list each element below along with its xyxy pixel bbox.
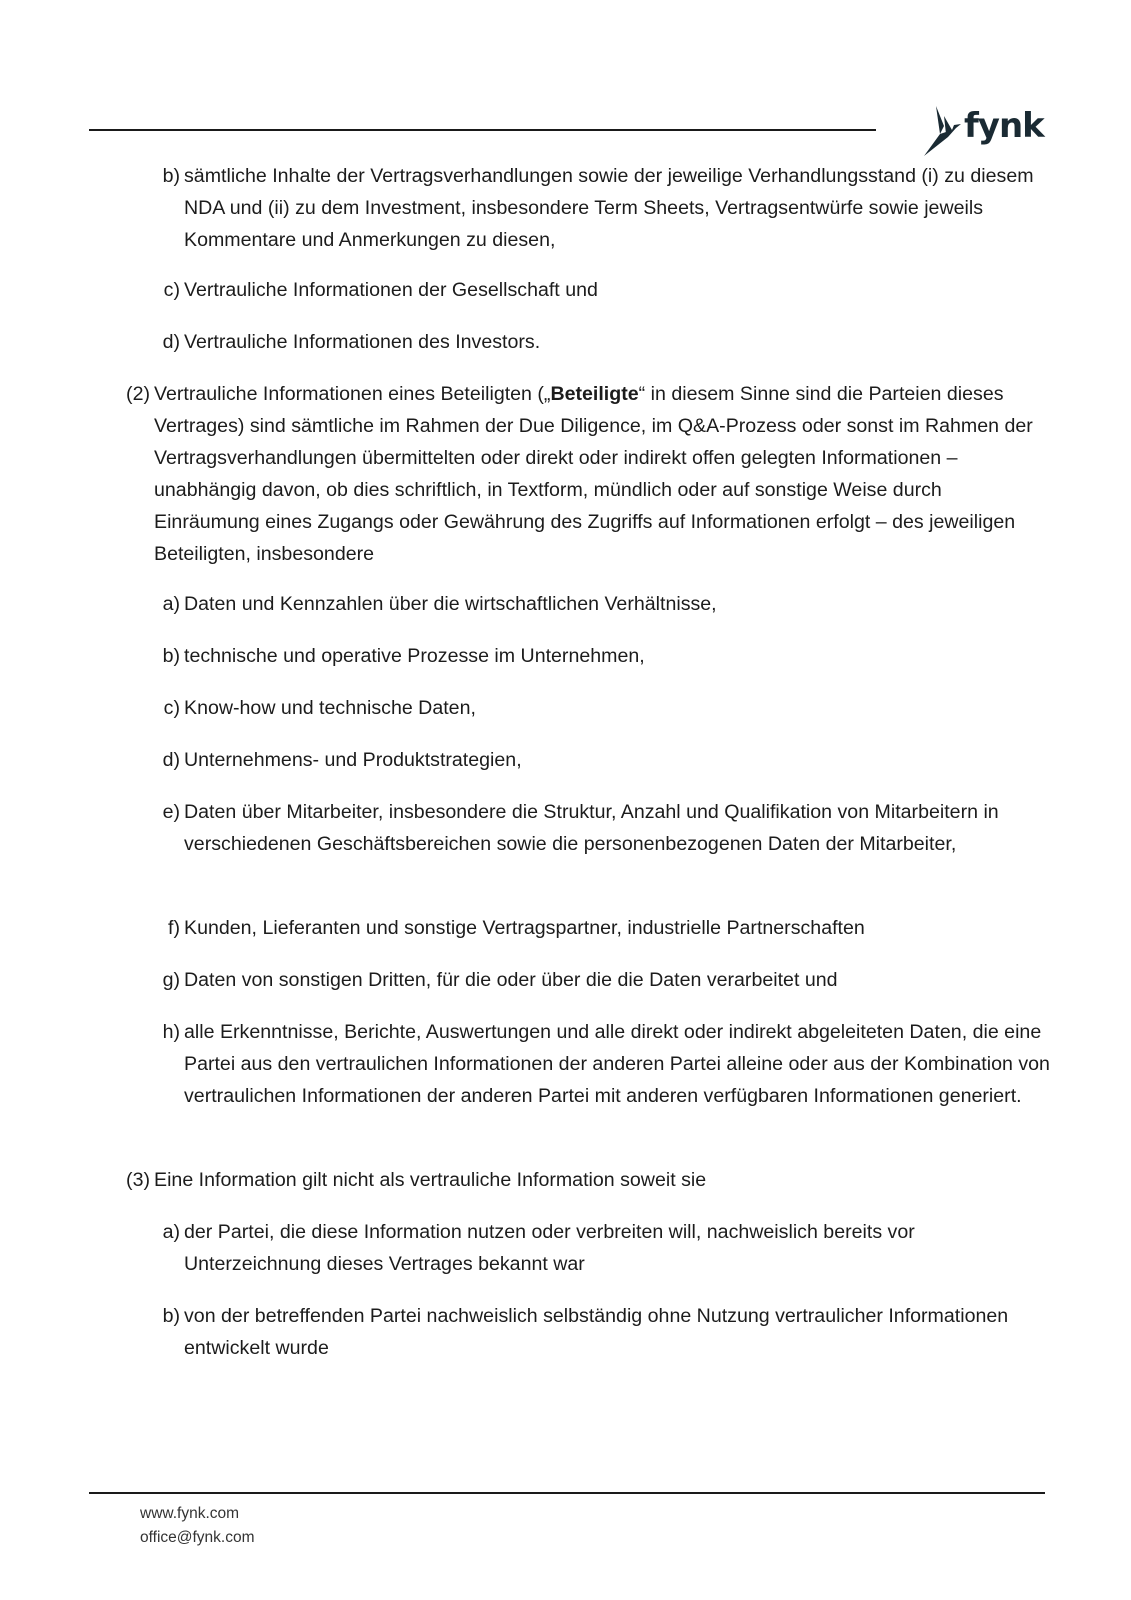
defined-term: Beteiligte [550,383,639,405]
item-marker: c) [163,697,180,719]
list-item [140,692,1052,724]
item-text: von der betreffenden Partei nachweislich selbständig ohne Nutzung vertraulicher Informationen entwickelt wurde [184,1305,1009,1359]
item-text: technische und operative Prozesse im Unternehmen, [184,645,645,667]
list-item [140,796,1052,860]
item-text: Know-how und technische Daten, [184,697,476,719]
item-text: Unternehmens- und Produktstrategien, [184,749,522,771]
item-marker: d) [162,331,180,353]
logo-text: fynk [964,106,1044,146]
item-text: Daten über Mitarbeiter, insbesondere die Struktur, Anzahl und Qualifikation von Mitarbeitern in verschiedenen Geschäftsbereichen sowie die personenbezogenen Daten der Mitarbeiter, [184,801,999,855]
footer [140,1502,255,1550]
list-item [140,912,1052,944]
item-text: alle Erkenntnisse, Berichte, Auswertungen und alle direkt oder indirekt abgeleiteten Daten, die eine Partei aus den vertraulichen Informationen der anderen Partei alleine oder aus der Kombination von vertraulichen Informationen der anderen Partei mit anderen verfügbaren Informationen generiert. [184,1021,1050,1107]
item-marker: b) [162,165,180,187]
item-marker: g) [162,969,180,991]
item-marker: f) [168,917,180,939]
paragraph-text: Vertrauliche Informationen eines Beteiligten („Beteiligte“ in diesem Sinne sind die Parteien dieses Vertrages) sind sämtliche im Rahmen der Due Diligence, im Q&A-Prozess oder sonst im Rahmen der Vertragsverhandlungen übermittelten oder direkt oder indirekt offen gelegten Informationen – unabhängig davon, ob dies schriftlich, in Textform, mündlich oder auf sonstige Weise durch Einräumung eines Zugangs oder Gewährung des Zugriffs auf Informationen erfolgt – des jeweiligen Beteiligten, insbesondere [154,383,1033,565]
fynk-bird-logo-icon [918,104,962,158]
item-marker: a) [162,1221,180,1243]
list-item [140,274,1052,306]
item-text: der Partei, die diese Information nutzen oder verbreiten will, nachweislich bereits vor Unterzeichnung dieses Vertrages bekannt war [184,1221,915,1275]
list-item [140,744,1052,776]
item-marker: b) [162,1305,180,1327]
item-marker: e) [162,801,180,823]
paragraph-number: (2) [126,383,150,405]
paragraph-number: (3) [126,1169,150,1191]
fynk-logo [918,104,1044,158]
header-rule [89,129,876,131]
list-item [140,1300,1052,1364]
item-text: Daten und Kennzahlen über die wirtschaftlichen Verhältnisse, [184,593,717,615]
paragraph-2 [110,378,1052,570]
list-item [140,588,1052,620]
list-item [140,1216,1052,1280]
paragraph-3 [110,1164,1052,1196]
item-marker: b) [162,645,180,667]
item-text: Kunden, Lieferanten und sonstige Vertragspartner, industrielle Partnerschaften [184,917,865,939]
list-item [140,1016,1052,1112]
footer-rule [89,1492,1045,1494]
item-text: sämtliche Inhalte der Vertragsverhandlungen sowie der jeweilige Verhandlungsstand (i) zu diesem NDA und (ii) zu dem Investment, insbesondere Term Sheets, Vertragsentwürfe sowie jeweils Kommentare und Anmerkungen zu diesen, [184,165,1034,251]
footer-email-link[interactable]: office@fynk.com [140,1529,255,1546]
item-marker: c) [163,279,180,301]
list-item [140,964,1052,996]
footer-website-link[interactable]: www.fynk.com [140,1505,240,1522]
item-marker: d) [162,749,180,771]
item-text: Daten von sonstigen Dritten, für die oder über die die Daten verarbeitet und [184,969,838,991]
item-marker: a) [162,593,180,615]
item-text: Vertrauliche Informationen des Investors. [184,331,541,353]
item-text: Vertrauliche Informationen der Gesellschaft und [184,279,598,301]
list-item [140,640,1052,672]
list-item [140,326,1052,358]
item-marker: h) [162,1021,180,1043]
list-item [140,160,1052,256]
paragraph-text: Eine Information gilt nicht als vertrauliche Information soweit sie [154,1169,707,1191]
